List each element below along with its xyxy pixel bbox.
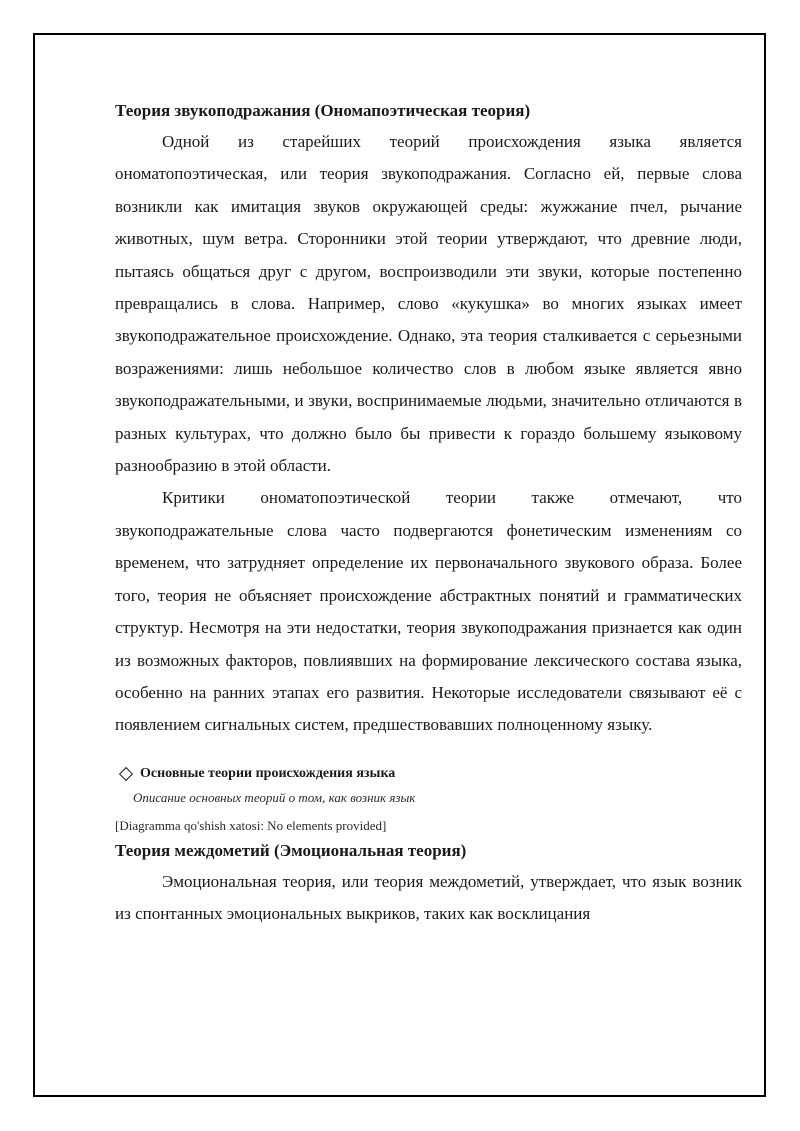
document-body <box>115 96 742 931</box>
diagram-placeholder <box>115 764 742 836</box>
diagram-error-message: [Diagramma qo'shish xatosi: No elements provided] <box>115 817 387 833</box>
diagram-description: Описание основных теорий о том, как возник язык <box>133 789 416 805</box>
diagram-title-row <box>115 764 742 784</box>
section-heading: Теория междометий (Эмоциональная теория) <box>115 840 467 860</box>
body-paragraph: Критики ономатопоэтической теории также отмечают, что звукоподражательные слова часто подвергаются фонетическим изменениям со временем, что затрудняет определение их первоначального звукового образа. Более того, теория не объясняет происхождение абстрактных понятий и грамматических структур. Несмотря на эти недостатки, теория звукоподражания признается как один из возможных факторов, повлиявших на формирование лексического состава языка, особенно на ранних этапах его развития. Некоторые исследователи связывают её с появлением сигнальных систем, предшествовавших полноценному языку. <box>115 488 742 735</box>
diamond-outline-icon <box>119 767 133 781</box>
diagram-title: Основные теории происхождения языка <box>140 765 396 781</box>
body-paragraph: Одной из старейших теорий происхождения языка является ономатопоэтическая, или теория звукоподражания. Согласно ей, первые слова возникли как имитация звуков окружающей среды: жужжание пчел, рычание животных, шум ветра. Сторонники этой теории утверждают, что древние люди, пытаясь общаться друг с другом, воспроизводили эти звуки, которые постепенно превращались в слова. Например, слово «кукушка» во многих языках имеет звукоподражательное происхождение. Однако, эта теория сталкивается с серьезными возражениями: лишь небольшое количество слов в любом языке является явно звукоподражательными, и звуки, воспринимаемые людьми, значительно отличаются в разных культурах, что должно было бы привести к гораздо большему языковому разнообразию в этой области. <box>115 132 742 476</box>
section-heading: Теория звукоподражания (Ономапоэтическая теория) <box>115 101 531 120</box>
body-paragraph: Эмоциональная теория, или теория междометий, утверждает, что язык возник из спонтанных эмоциональных выкриков, таких как восклицания <box>115 871 742 924</box>
